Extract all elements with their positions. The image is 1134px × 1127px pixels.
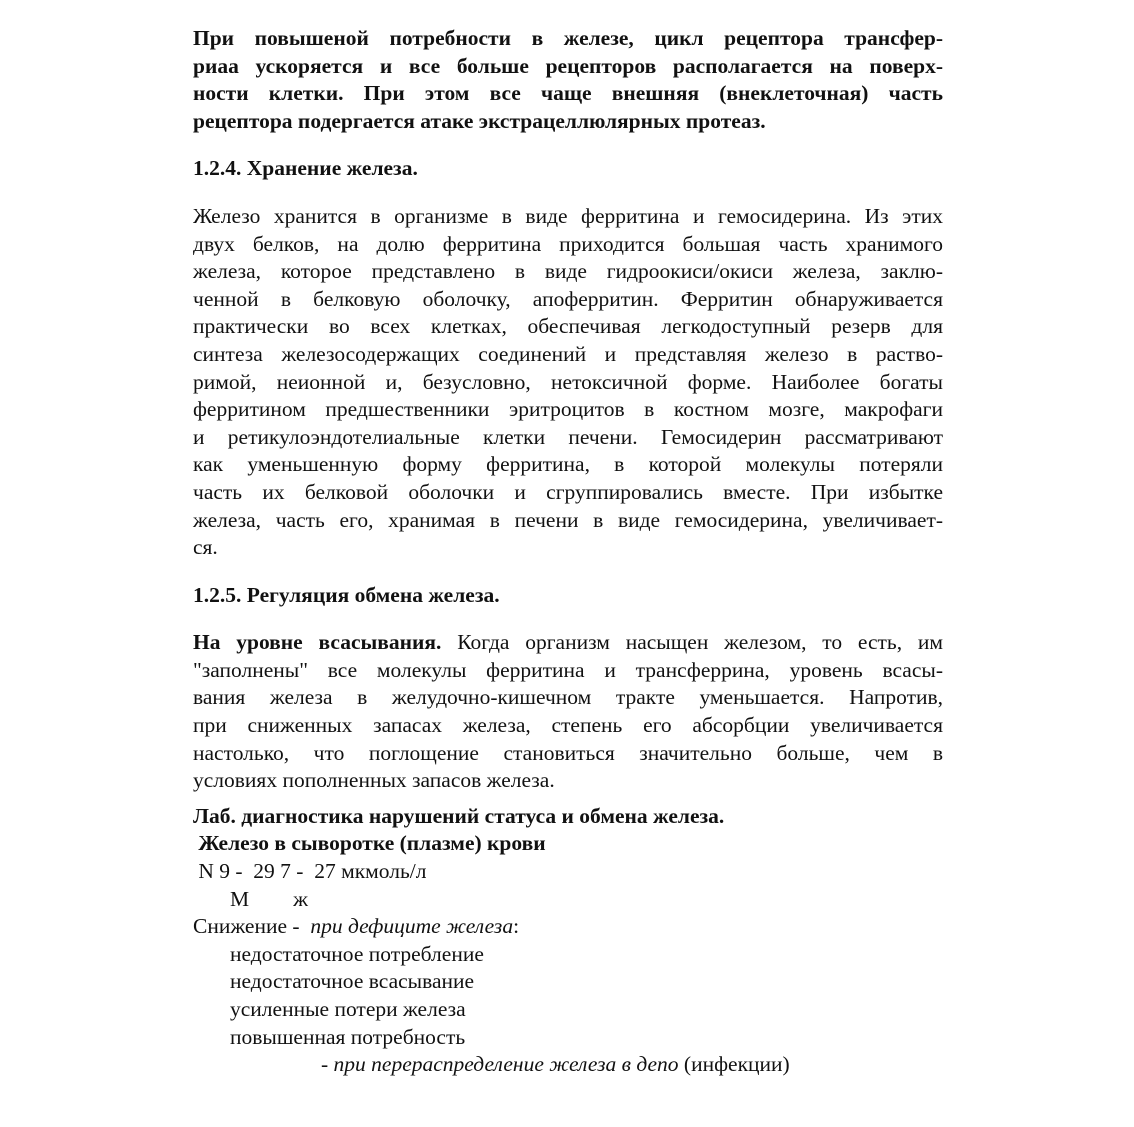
intro-line: рецептора подергается атаке экстрацеллюлярных протеаз. [193,108,766,133]
decrease-line [193,913,943,941]
regulation-paragraph [193,629,943,795]
lab-diagnostics-block [193,803,943,1079]
paragraph-line: ченной в белковую оболочку, апоферритин. Ферритин обнаруживается [193,286,943,311]
intro-line: При повышеной потребности в железе, цикл рецептора трансфер- [193,26,943,50]
paragraph-line: римой, неионной и, безусловно, нетоксичной форме. Наиболее богаты [193,369,943,394]
section-heading-storage: 1.2.4. Хранение железа. [193,156,418,181]
document-page [193,25,943,1079]
paragraph-line: часть их белковой оболочки и сгруппировались вместе. При избытке [193,479,943,504]
paragraph-line: практически во всех клетках, обеспечивая легкодоступный резерв для [193,314,943,339]
cause-item: недостаточное потребление [230,941,484,966]
lead-rest-text: Когда организм насыщен железом, то есть, им [441,630,943,655]
sex-male-label: М [230,886,250,911]
paragraph-line: вания железа в желудочно-кишечном тракте уменьшается. Напротив, [193,685,943,710]
paragraph-line: Железо хранится в организме в виде ферритина и гемосидерина. Из этих [193,203,943,228]
decrease-label: Снижение - [193,914,311,939]
paragraph-line [193,629,943,657]
paragraph-line: как уменьшенную форму ферритина, в которой молекулы потеряли [193,452,943,477]
cause-item: недостаточное всасывание [230,969,475,994]
intro-line: ности клетки. При этом все чаще внешняя (внеклеточная) часть [193,81,943,106]
paragraph-line: настолько, что поглощение становиться значительно больше, чем в [193,740,943,765]
paragraph-line: условиях пополненных запасов железа. [193,768,555,793]
paragraph-line: "заполнены" все молекулы ферритина и трансферрина, уровень всасы- [193,657,943,682]
lab-subtitle: Железо в сыворотке (плазме) крови [193,831,546,856]
paragraph-line: двух белков, на долю ферритина приходится большая часть хранимого [193,231,943,256]
redistribution-rest: (инфекции) [678,1052,790,1077]
intro-line: риаа ускоряется и все больше рецепторов располагается на поверх- [193,53,943,78]
paragraph-line: железа, часть его, хранимая в печени в виде гемосидерина, увеличивает- [193,507,943,532]
lead-bold-text: На уровне всасывания. [193,630,442,655]
section-heading-regulation: 1.2.5. Регуляция обмена железа. [193,582,500,607]
redistribution-line [193,1051,943,1079]
redistribution-italic: при перераспределение железа в депо [333,1052,679,1077]
paragraph-line: при сниженных запасах железа, степень его абсорбции увеличивается [193,713,943,738]
paragraph-line: ферритином предшественники эритроцитов в костном мозге, макрофаги [193,397,943,422]
intro-paragraph [193,25,943,135]
storage-paragraph [193,203,943,562]
paragraph-line: железа, которое представлено в виде гидроокиси/окиси железа, заклю- [193,259,943,284]
cause-item: повышенная потребность [230,1024,466,1049]
paragraph-line: ся. [193,535,218,560]
decrease-colon: : [513,914,520,939]
decrease-italic: при дефиците железа [310,914,514,939]
redistribution-dash: - [321,1052,334,1077]
sex-female-label: ж [293,886,308,911]
paragraph-line: синтеза железосодержащих соединений и представляя железо в раство- [193,341,943,366]
paragraph-line: и ретикулоэндотелиальные клетки печени. Гемосидерин рассматривают [193,424,943,449]
sex-labels [193,886,943,914]
norm-line: N 9 - 29 7 - 27 мкмоль/л [193,859,427,884]
cause-item: усиленные потери железа [230,997,466,1021]
lab-title: Лаб. диагностика нарушений статуса и обмена железа. [193,803,725,828]
